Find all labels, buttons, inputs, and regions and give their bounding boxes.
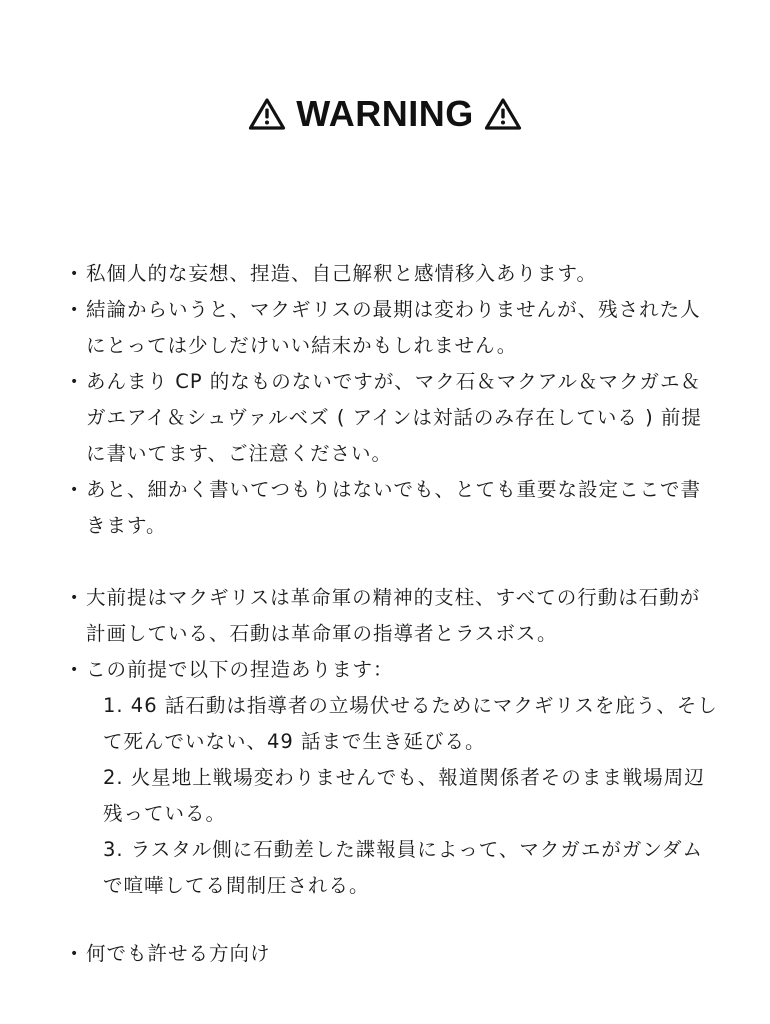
bullet-icon: • <box>70 266 80 282</box>
list-item-text: この前提で以下の捏造あります： <box>86 658 394 681</box>
bullet-icon: • <box>70 590 80 606</box>
warning-title <box>0 88 770 140</box>
warning-triangle-icon <box>484 97 522 131</box>
list-item-text: ガエアイ＆シュヴァルベズ ( アインは対話のみ存在している ) 前提 <box>86 406 702 429</box>
list-item-text: あと、細かく書いてつもりはないでも、とても重要な設定ここで書 <box>86 478 702 501</box>
bullet-icon: • <box>70 482 80 498</box>
bullet-icon: • <box>70 374 80 390</box>
list-item-text: 残っている。 <box>103 802 227 825</box>
list-item-text: 3. ラスタル側に石動差した諜報員によって、マクガエがガンダム <box>103 838 704 861</box>
sub-list-item <box>0 832 770 904</box>
page-title: WARNING <box>296 93 474 134</box>
bullet-icon: • <box>70 662 80 678</box>
warning-triangle-icon <box>248 97 286 131</box>
list-item-text: にとっては少しだけいい結末かもしれません。 <box>86 334 518 357</box>
list-item-text: 結論からいうと、マクギリスの最期は変わりませんが、残された人 <box>86 298 701 321</box>
list-item <box>0 652 770 688</box>
list-item-text: て死んでいない、49 話まで生き延びる。 <box>103 730 486 753</box>
notice-list-2 <box>0 580 770 904</box>
list-item <box>0 580 770 652</box>
list-item <box>0 472 770 544</box>
list-item-text: 1. 46 話石動は指導者の立場伏せるためにマクギリスを庇う、そし <box>103 694 718 717</box>
notice-list-1 <box>0 256 770 544</box>
list-item <box>0 256 770 292</box>
list-item-text: に書いてます、ご注意ください。 <box>86 442 392 465</box>
bullet-icon: • <box>70 946 80 962</box>
list-item-text: 2. 火星地上戦場変わりませんでも、報道関係者そのまま戦場周辺 <box>103 766 705 789</box>
notice-list-3 <box>0 936 770 972</box>
list-item <box>0 292 770 364</box>
sub-list-item <box>0 760 770 832</box>
list-item-text: 私個人的な妄想、捏造、自己解釈と感情移入あります。 <box>86 262 597 285</box>
list-item-text: で喧嘩してる間制圧される。 <box>103 874 370 897</box>
list-item-text: きます。 <box>86 514 167 537</box>
list-item-text: 何でも許せる方向け <box>86 942 271 965</box>
list-item-text: あんまり CP 的なものないですが、マク石＆マクアル＆マクガエ＆ <box>86 370 701 393</box>
list-item-text: 計画している、石動は革命軍の指導者とラスボス。 <box>86 622 558 645</box>
list-item-text: 大前提はマクギリスは革命軍の精神的支柱、すべての行動は石動が <box>86 586 701 609</box>
bullet-icon: • <box>70 302 80 318</box>
list-item <box>0 936 770 972</box>
sub-list-item <box>0 688 770 760</box>
list-item <box>0 364 770 472</box>
